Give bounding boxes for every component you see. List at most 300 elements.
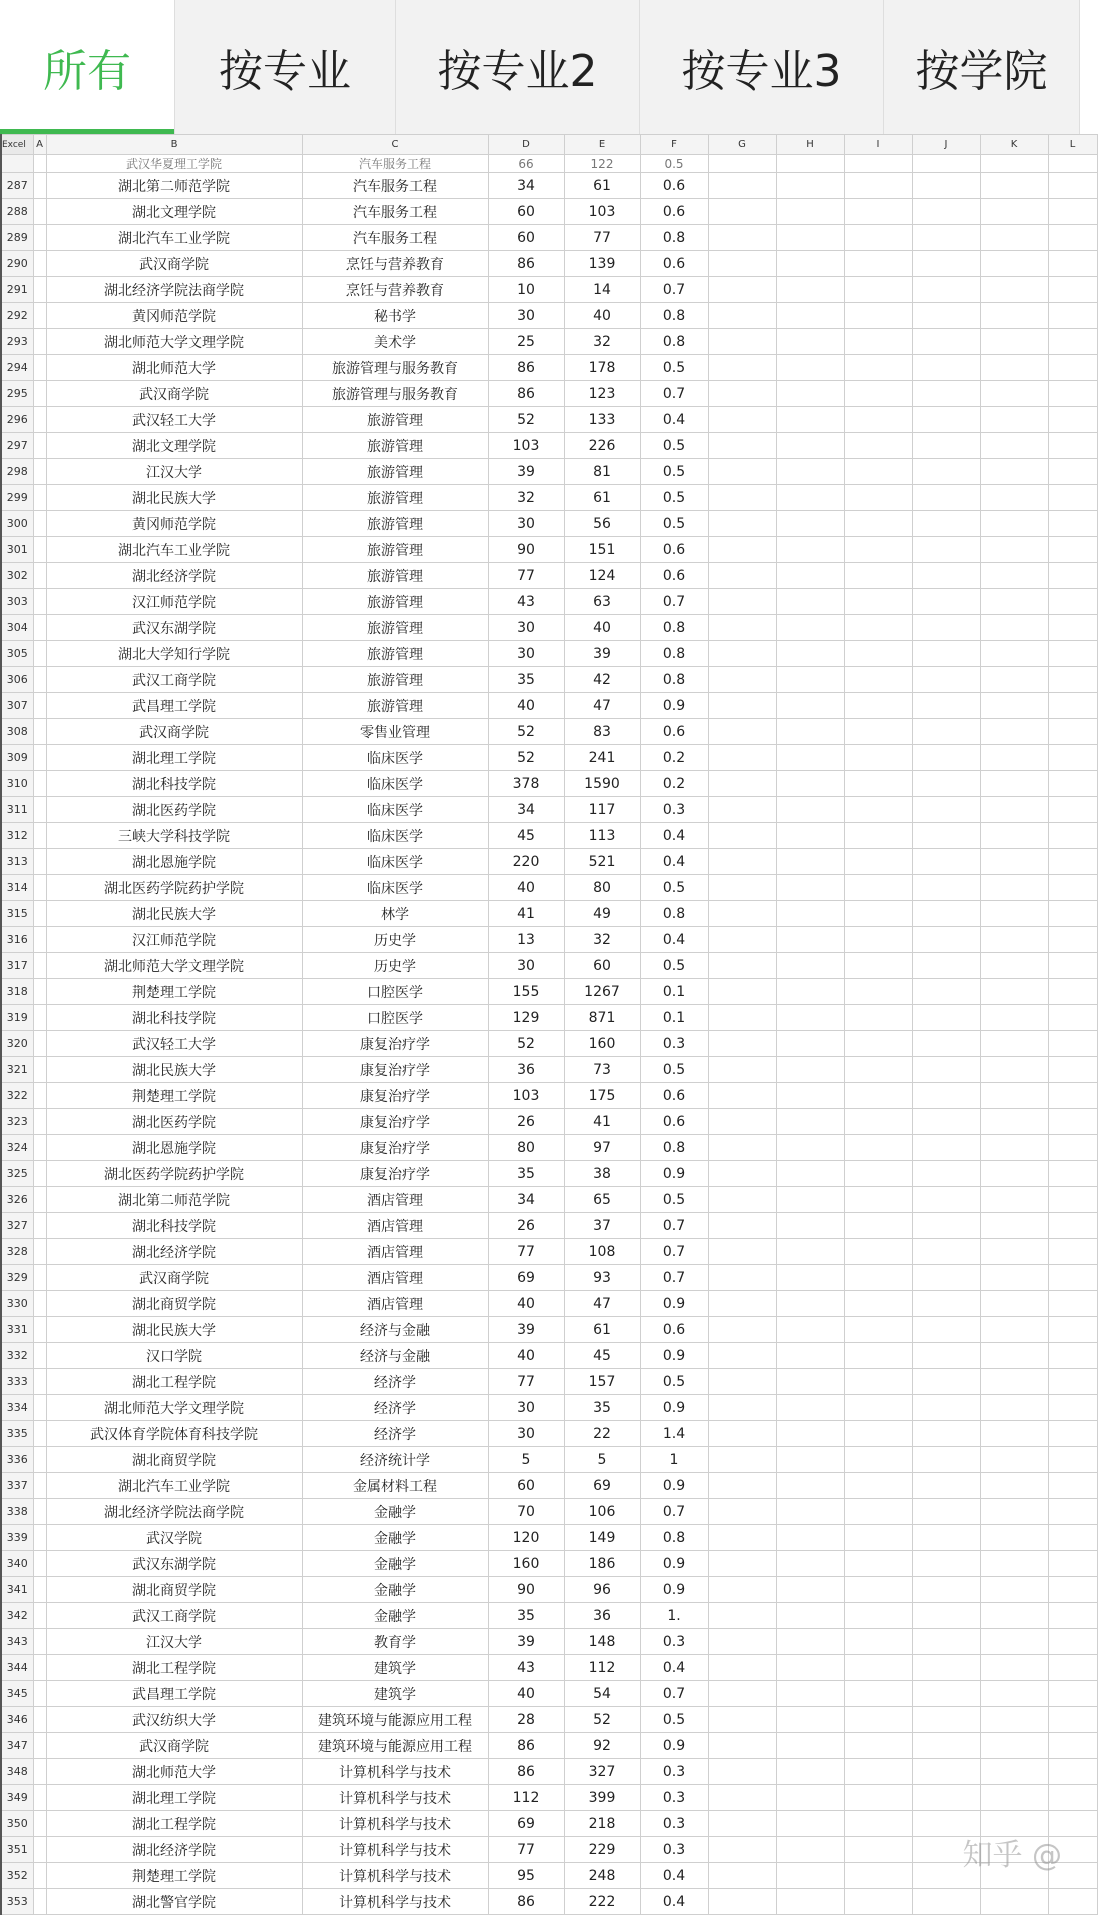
row-number[interactable]: 343: [1, 1629, 33, 1655]
cell-e[interactable]: 149: [564, 1525, 640, 1551]
cell-a[interactable]: [33, 251, 46, 277]
cell-k[interactable]: [980, 251, 1048, 277]
cell-k[interactable]: [980, 693, 1048, 719]
cell-e[interactable]: 41: [564, 1109, 640, 1135]
cell-school[interactable]: 湖北商贸学院: [46, 1577, 302, 1603]
cell-school[interactable]: 武昌理工学院: [46, 1681, 302, 1707]
cell-school[interactable]: 武汉学院: [46, 1525, 302, 1551]
cell-a[interactable]: [33, 537, 46, 563]
tab-by-major[interactable]: 按专业: [175, 0, 396, 134]
cell-d[interactable]: 36: [488, 1057, 564, 1083]
cell-a[interactable]: [33, 1629, 46, 1655]
row-number[interactable]: 334: [1, 1395, 33, 1421]
cell-major[interactable]: 建筑学: [302, 1681, 488, 1707]
cell-d[interactable]: 10: [488, 277, 564, 303]
cell-d[interactable]: 43: [488, 1655, 564, 1681]
corner-cell[interactable]: Excel: [1, 135, 33, 155]
cell-d[interactable]: 86: [488, 381, 564, 407]
cell-i[interactable]: [844, 537, 912, 563]
cell-l[interactable]: [1048, 849, 1097, 875]
cell-l[interactable]: [1048, 277, 1097, 303]
cell-h[interactable]: [776, 303, 844, 329]
cell-i[interactable]: [844, 1005, 912, 1031]
cell-g[interactable]: [708, 1759, 776, 1785]
cell-school[interactable]: 湖北恩施学院: [46, 1135, 302, 1161]
cell-g[interactable]: [708, 1057, 776, 1083]
cell-j[interactable]: [912, 1213, 980, 1239]
cell-g[interactable]: [708, 1603, 776, 1629]
row-number[interactable]: 328: [1, 1239, 33, 1265]
cell-major[interactable]: 临床医学: [302, 849, 488, 875]
cell-g[interactable]: [708, 1733, 776, 1759]
cell-f[interactable]: 0.7: [640, 1239, 708, 1265]
cell-e[interactable]: 113: [564, 823, 640, 849]
cell-d[interactable]: 120: [488, 1525, 564, 1551]
cell-h[interactable]: [776, 1525, 844, 1551]
cell-l[interactable]: [1048, 1135, 1097, 1161]
cell-f[interactable]: 0.9: [640, 1291, 708, 1317]
cell-l[interactable]: [1048, 1265, 1097, 1291]
cell-f[interactable]: 0.9: [640, 1161, 708, 1187]
cell-g[interactable]: [708, 1317, 776, 1343]
cell-f[interactable]: 0.5: [640, 1057, 708, 1083]
cell-k[interactable]: [980, 1083, 1048, 1109]
cell-school[interactable]: 湖北工程学院: [46, 1811, 302, 1837]
cell-f[interactable]: 0.7: [640, 1681, 708, 1707]
cell-d[interactable]: 129: [488, 1005, 564, 1031]
row-number[interactable]: 299: [1, 485, 33, 511]
cell-j[interactable]: [912, 797, 980, 823]
cell-major[interactable]: 旅游管理: [302, 459, 488, 485]
cell-i[interactable]: [844, 485, 912, 511]
cell-j[interactable]: [912, 433, 980, 459]
cell-j[interactable]: [912, 537, 980, 563]
cell-school[interactable]: 湖北商贸学院: [46, 1291, 302, 1317]
row-number[interactable]: 312: [1, 823, 33, 849]
cell-e[interactable]: 5: [564, 1447, 640, 1473]
cell-a[interactable]: [33, 277, 46, 303]
cell-major[interactable]: 建筑环境与能源应用工程: [302, 1733, 488, 1759]
cell-f[interactable]: 0.1: [640, 1005, 708, 1031]
cell-d[interactable]: 39: [488, 1629, 564, 1655]
cell-e[interactable]: 35: [564, 1395, 640, 1421]
cell-g[interactable]: [708, 719, 776, 745]
row-number[interactable]: 320: [1, 1031, 33, 1057]
cell-l[interactable]: [1048, 1707, 1097, 1733]
column-header-a[interactable]: A: [33, 135, 46, 155]
cell-school[interactable]: 湖北师范大学: [46, 355, 302, 381]
cell-e[interactable]: 40: [564, 303, 640, 329]
cell-d[interactable]: 35: [488, 1603, 564, 1629]
cell-k[interactable]: [980, 875, 1048, 901]
cell-h[interactable]: [776, 1109, 844, 1135]
cell-school[interactable]: 湖北第二师范学院: [46, 1187, 302, 1213]
cell-a[interactable]: [33, 1421, 46, 1447]
cell-l[interactable]: [1048, 1031, 1097, 1057]
cell-f[interactable]: 1.: [640, 1603, 708, 1629]
cell-f[interactable]: 0.7: [640, 1213, 708, 1239]
row-number[interactable]: 294: [1, 355, 33, 381]
row-number[interactable]: 287: [1, 173, 33, 199]
cell-f[interactable]: 0.7: [640, 277, 708, 303]
cell-k[interactable]: [980, 1707, 1048, 1733]
cell-i[interactable]: [844, 1109, 912, 1135]
row-number[interactable]: 288: [1, 199, 33, 225]
cell-d[interactable]: 66: [488, 155, 564, 173]
cell-h[interactable]: [776, 823, 844, 849]
cell-g[interactable]: [708, 927, 776, 953]
cell-h[interactable]: [776, 1733, 844, 1759]
cell-d[interactable]: 35: [488, 1161, 564, 1187]
cell-major[interactable]: 汽车服务工程: [302, 199, 488, 225]
cell-l[interactable]: [1048, 1577, 1097, 1603]
cell-major[interactable]: 计算机科学与技术: [302, 1889, 488, 1915]
cell-j[interactable]: [912, 1109, 980, 1135]
cell-e[interactable]: 61: [564, 485, 640, 511]
cell-h[interactable]: [776, 1265, 844, 1291]
tab-all[interactable]: 所有: [0, 0, 175, 134]
cell-g[interactable]: [708, 251, 776, 277]
cell-e[interactable]: 81: [564, 459, 640, 485]
cell-f[interactable]: 0.9: [640, 1733, 708, 1759]
cell-a[interactable]: [33, 485, 46, 511]
cell-j[interactable]: [912, 251, 980, 277]
cell-l[interactable]: [1048, 1759, 1097, 1785]
cell-i[interactable]: [844, 1421, 912, 1447]
cell-j[interactable]: [912, 615, 980, 641]
cell-j[interactable]: [912, 1889, 980, 1915]
cell-major[interactable]: 汽车服务工程: [302, 155, 488, 173]
cell-i[interactable]: [844, 381, 912, 407]
cell-g[interactable]: [708, 979, 776, 1005]
cell-l[interactable]: [1048, 1499, 1097, 1525]
cell-k[interactable]: [980, 719, 1048, 745]
cell-d[interactable]: 30: [488, 1395, 564, 1421]
cell-d[interactable]: 40: [488, 875, 564, 901]
cell-f[interactable]: 0.6: [640, 537, 708, 563]
column-header-i[interactable]: I: [844, 135, 912, 155]
cell-k[interactable]: [980, 1733, 1048, 1759]
cell-h[interactable]: [776, 355, 844, 381]
cell-e[interactable]: 222: [564, 1889, 640, 1915]
cell-a[interactable]: [33, 823, 46, 849]
row-number[interactable]: 342: [1, 1603, 33, 1629]
row-number[interactable]: 303: [1, 589, 33, 615]
row-number[interactable]: 332: [1, 1343, 33, 1369]
cell-j[interactable]: [912, 641, 980, 667]
row-number[interactable]: 344: [1, 1655, 33, 1681]
cell-major[interactable]: 旅游管理: [302, 667, 488, 693]
cell-g[interactable]: [708, 277, 776, 303]
cell-l[interactable]: [1048, 615, 1097, 641]
cell-k[interactable]: [980, 1525, 1048, 1551]
cell-e[interactable]: 139: [564, 251, 640, 277]
cell-f[interactable]: 0.5: [640, 1187, 708, 1213]
cell-e[interactable]: 103: [564, 199, 640, 225]
cell-l[interactable]: [1048, 1161, 1097, 1187]
cell-e[interactable]: 92: [564, 1733, 640, 1759]
cell-g[interactable]: [708, 1655, 776, 1681]
cell-k[interactable]: [980, 303, 1048, 329]
cell-major[interactable]: 旅游管理与服务教育: [302, 355, 488, 381]
cell-d[interactable]: 69: [488, 1811, 564, 1837]
cell-g[interactable]: [708, 1109, 776, 1135]
cell-i[interactable]: [844, 589, 912, 615]
cell-school[interactable]: 武汉商学院: [46, 251, 302, 277]
cell-f[interactable]: 0.6: [640, 251, 708, 277]
cell-l[interactable]: [1048, 1733, 1097, 1759]
cell-j[interactable]: [912, 225, 980, 251]
cell-d[interactable]: 30: [488, 1421, 564, 1447]
cell-l[interactable]: [1048, 407, 1097, 433]
cell-k[interactable]: [980, 1603, 1048, 1629]
cell-d[interactable]: 13: [488, 927, 564, 953]
cell-major[interactable]: 教育学: [302, 1629, 488, 1655]
cell-d[interactable]: 30: [488, 615, 564, 641]
cell-school[interactable]: 湖北医药学院药护学院: [46, 1161, 302, 1187]
cell-f[interactable]: 0.5: [640, 485, 708, 511]
cell-f[interactable]: 0.6: [640, 1109, 708, 1135]
cell-l[interactable]: [1048, 1369, 1097, 1395]
cell-major[interactable]: 康复治疗学: [302, 1109, 488, 1135]
cell-h[interactable]: [776, 563, 844, 589]
cell-j[interactable]: [912, 1187, 980, 1213]
cell-h[interactable]: [776, 667, 844, 693]
cell-k[interactable]: [980, 1421, 1048, 1447]
cell-major[interactable]: 酒店管理: [302, 1187, 488, 1213]
cell-l[interactable]: [1048, 797, 1097, 823]
row-number[interactable]: 315: [1, 901, 33, 927]
column-header-d[interactable]: D: [488, 135, 564, 155]
row-number[interactable]: 309: [1, 745, 33, 771]
cell-k[interactable]: [980, 1577, 1048, 1603]
cell-school[interactable]: 武汉商学院: [46, 719, 302, 745]
cell-d[interactable]: 60: [488, 199, 564, 225]
cell-g[interactable]: [708, 563, 776, 589]
cell-major[interactable]: 康复治疗学: [302, 1057, 488, 1083]
cell-school[interactable]: 湖北第二师范学院: [46, 173, 302, 199]
cell-l[interactable]: [1048, 511, 1097, 537]
cell-school[interactable]: 武汉轻工大学: [46, 407, 302, 433]
cell-school[interactable]: 湖北文理学院: [46, 433, 302, 459]
cell-g[interactable]: [708, 155, 776, 173]
cell-l[interactable]: [1048, 1681, 1097, 1707]
cell-g[interactable]: [708, 693, 776, 719]
cell-j[interactable]: [912, 199, 980, 225]
cell-major[interactable]: 计算机科学与技术: [302, 1785, 488, 1811]
cell-f[interactable]: 1.4: [640, 1421, 708, 1447]
cell-f[interactable]: 0.8: [640, 667, 708, 693]
cell-i[interactable]: [844, 641, 912, 667]
cell-h[interactable]: [776, 1031, 844, 1057]
cell-h[interactable]: [776, 537, 844, 563]
cell-e[interactable]: 83: [564, 719, 640, 745]
cell-j[interactable]: [912, 927, 980, 953]
cell-l[interactable]: [1048, 563, 1097, 589]
cell-l[interactable]: [1048, 173, 1097, 199]
cell-j[interactable]: [912, 1369, 980, 1395]
cell-g[interactable]: [708, 1213, 776, 1239]
row-number[interactable]: 330: [1, 1291, 33, 1317]
cell-school[interactable]: 武汉东湖学院: [46, 1551, 302, 1577]
cell-j[interactable]: [912, 511, 980, 537]
cell-d[interactable]: 86: [488, 251, 564, 277]
cell-i[interactable]: [844, 823, 912, 849]
cell-l[interactable]: [1048, 1395, 1097, 1421]
cell-major[interactable]: 旅游管理: [302, 433, 488, 459]
cell-g[interactable]: [708, 511, 776, 537]
cell-i[interactable]: [844, 1395, 912, 1421]
cell-i[interactable]: [844, 329, 912, 355]
cell-k[interactable]: [980, 953, 1048, 979]
cell-major[interactable]: 口腔医学: [302, 1005, 488, 1031]
row-number[interactable]: 340: [1, 1551, 33, 1577]
cell-j[interactable]: [912, 1083, 980, 1109]
cell-i[interactable]: [844, 693, 912, 719]
cell-f[interactable]: 0.5: [640, 1369, 708, 1395]
cell-e[interactable]: 117: [564, 797, 640, 823]
cell-major[interactable]: 旅游管理: [302, 511, 488, 537]
cell-e[interactable]: 80: [564, 875, 640, 901]
cell-l[interactable]: [1048, 823, 1097, 849]
cell-a[interactable]: [33, 953, 46, 979]
row-number[interactable]: 353: [1, 1889, 33, 1915]
cell-f[interactable]: 0.3: [640, 1759, 708, 1785]
cell-i[interactable]: [844, 1551, 912, 1577]
cell-g[interactable]: [708, 329, 776, 355]
cell-k[interactable]: [980, 277, 1048, 303]
cell-g[interactable]: [708, 1005, 776, 1031]
column-header-l[interactable]: L: [1048, 135, 1097, 155]
cell-j[interactable]: [912, 277, 980, 303]
cell-j[interactable]: [912, 485, 980, 511]
cell-school[interactable]: 湖北恩施学院: [46, 849, 302, 875]
cell-h[interactable]: [776, 1369, 844, 1395]
cell-i[interactable]: [844, 719, 912, 745]
cell-h[interactable]: [776, 1447, 844, 1473]
cell-a[interactable]: [33, 927, 46, 953]
cell-l[interactable]: [1048, 1005, 1097, 1031]
cell-e[interactable]: 112: [564, 1655, 640, 1681]
cell-h[interactable]: [776, 901, 844, 927]
cell-a[interactable]: [33, 667, 46, 693]
cell-k[interactable]: [980, 1551, 1048, 1577]
cell-k[interactable]: [980, 1187, 1048, 1213]
cell-d[interactable]: 103: [488, 1083, 564, 1109]
cell-school[interactable]: 武汉体育学院体育科技学院: [46, 1421, 302, 1447]
cell-major[interactable]: 旅游管理: [302, 537, 488, 563]
cell-e[interactable]: 248: [564, 1863, 640, 1889]
cell-k[interactable]: [980, 1473, 1048, 1499]
cell-i[interactable]: [844, 433, 912, 459]
cell-h[interactable]: [776, 1213, 844, 1239]
cell-h[interactable]: [776, 1239, 844, 1265]
cell-a[interactable]: [33, 1343, 46, 1369]
cell-f[interactable]: 0.7: [640, 381, 708, 407]
cell-d[interactable]: 220: [488, 849, 564, 875]
cell-major[interactable]: 酒店管理: [302, 1213, 488, 1239]
spreadsheet-grid[interactable]: [0, 134, 1080, 1911]
row-number[interactable]: 289: [1, 225, 33, 251]
cell-f[interactable]: 0.9: [640, 1551, 708, 1577]
cell-d[interactable]: 95: [488, 1863, 564, 1889]
row-number[interactable]: [1, 155, 33, 173]
cell-d[interactable]: 34: [488, 173, 564, 199]
cell-h[interactable]: [776, 927, 844, 953]
cell-i[interactable]: [844, 155, 912, 173]
cell-i[interactable]: [844, 1707, 912, 1733]
cell-e[interactable]: 56: [564, 511, 640, 537]
cell-i[interactable]: [844, 1837, 912, 1863]
cell-f[interactable]: 0.4: [640, 1863, 708, 1889]
cell-e[interactable]: 61: [564, 1317, 640, 1343]
cell-l[interactable]: [1048, 927, 1097, 953]
cell-h[interactable]: [776, 459, 844, 485]
cell-l[interactable]: [1048, 875, 1097, 901]
cell-h[interactable]: [776, 1603, 844, 1629]
cell-g[interactable]: [708, 1473, 776, 1499]
cell-d[interactable]: 52: [488, 745, 564, 771]
cell-e[interactable]: 327: [564, 1759, 640, 1785]
cell-f[interactable]: 0.9: [640, 1577, 708, 1603]
cell-e[interactable]: 93: [564, 1265, 640, 1291]
cell-j[interactable]: [912, 173, 980, 199]
cell-f[interactable]: 0.5: [640, 875, 708, 901]
cell-d[interactable]: 77: [488, 563, 564, 589]
cell-j[interactable]: [912, 849, 980, 875]
cell-a[interactable]: [33, 173, 46, 199]
row-number[interactable]: 321: [1, 1057, 33, 1083]
cell-school[interactable]: 江汉大学: [46, 459, 302, 485]
cell-e[interactable]: 14: [564, 277, 640, 303]
cell-major[interactable]: 经济学: [302, 1369, 488, 1395]
cell-e[interactable]: 61: [564, 173, 640, 199]
cell-a[interactable]: [33, 1707, 46, 1733]
cell-a[interactable]: [33, 407, 46, 433]
cell-f[interactable]: 0.8: [640, 303, 708, 329]
cell-f[interactable]: 0.9: [640, 693, 708, 719]
cell-f[interactable]: 0.8: [640, 615, 708, 641]
cell-g[interactable]: [708, 1681, 776, 1707]
cell-a[interactable]: [33, 875, 46, 901]
cell-major[interactable]: 经济学: [302, 1421, 488, 1447]
cell-j[interactable]: [912, 1135, 980, 1161]
cell-j[interactable]: [912, 1447, 980, 1473]
cell-d[interactable]: 90: [488, 1577, 564, 1603]
cell-k[interactable]: [980, 849, 1048, 875]
cell-i[interactable]: [844, 225, 912, 251]
cell-e[interactable]: 22: [564, 1421, 640, 1447]
cell-d[interactable]: 45: [488, 823, 564, 849]
cell-d[interactable]: 30: [488, 511, 564, 537]
cell-l[interactable]: [1048, 1447, 1097, 1473]
cell-d[interactable]: 69: [488, 1265, 564, 1291]
cell-f[interactable]: 0.6: [640, 719, 708, 745]
row-number[interactable]: 339: [1, 1525, 33, 1551]
cell-e[interactable]: 1590: [564, 771, 640, 797]
cell-g[interactable]: [708, 1785, 776, 1811]
tab-by-major-3[interactable]: 按专业3: [640, 0, 884, 134]
cell-k[interactable]: [980, 433, 1048, 459]
cell-major[interactable]: 旅游管理: [302, 615, 488, 641]
cell-a[interactable]: [33, 1109, 46, 1135]
cell-a[interactable]: [33, 641, 46, 667]
cell-l[interactable]: [1048, 433, 1097, 459]
row-number[interactable]: 338: [1, 1499, 33, 1525]
cell-a[interactable]: [33, 355, 46, 381]
cell-k[interactable]: [980, 1889, 1048, 1915]
cell-e[interactable]: 65: [564, 1187, 640, 1213]
